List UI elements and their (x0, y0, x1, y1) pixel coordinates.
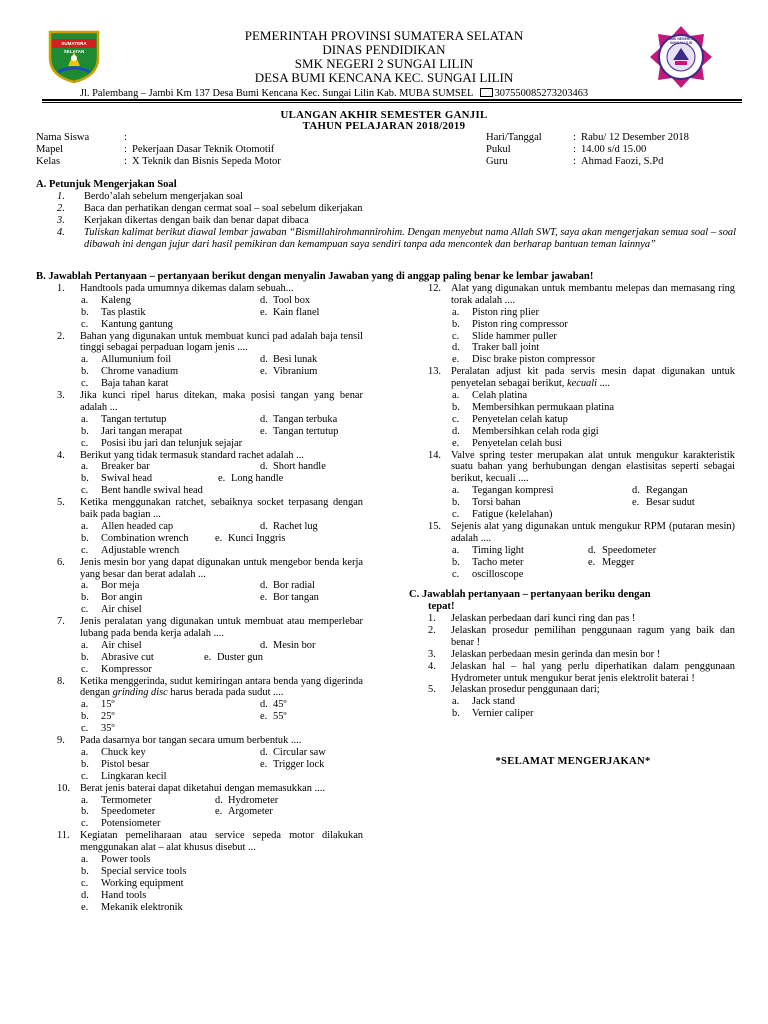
option-e: Disc brake piston compressor (472, 354, 596, 366)
question-text: Ketika menggunakan ratchet, sebaiknya socket terpasang dengan baik pada bagian ... (80, 497, 363, 521)
question-text-emphasis: kecuali (566, 378, 597, 390)
option-e: Megger (602, 556, 635, 568)
exam-title: ULANGAN AKHIR SEMESTER GANJIL (280, 109, 488, 121)
instruction-text: Baca dan perhatikan dengan cermat soal – soal sebelum dikerjakan (84, 202, 363, 214)
question-text: Pada dasarnya bor tangan secara umum berbentuk .... (80, 735, 302, 747)
section-a-title: A. Petunjuk Mengerjakan Soal (36, 179, 177, 190)
info-label: Nama Siswa (36, 132, 90, 143)
option-row: c. Penyetelan celah katup (452, 413, 568, 425)
option-row: c. Adjustable wrench (81, 544, 180, 556)
option-d: Speedometer (602, 544, 657, 556)
option-a: Piston ring plier (472, 306, 539, 318)
instruction-item: 1. Berdo’alah sebelum mengerjakan soal (57, 191, 736, 203)
info-label: Mapel (36, 144, 64, 155)
section-a-list (57, 191, 736, 251)
questions-left-column (57, 283, 363, 913)
option-row: a. 15º d. 45º (81, 699, 287, 711)
question: 5. Ketika menggunakan ratchet, sebaiknya socket terpasang dengan baik pada bagian ... (57, 497, 363, 521)
option-d: Tool box (273, 294, 311, 306)
option-row: c. Slide hammer puller (452, 330, 557, 342)
question-text: Berikut yang tidak termasuk standard rachet adalah ... (80, 449, 304, 461)
question: 15. Sejenis alat yang digunakan untuk mengukur RPM (putaran mesin) adalah .... (428, 520, 735, 544)
option-row: a. Allumunium foil d. Besi lunak (81, 354, 318, 366)
option-e: Mekanik elektronik (101, 901, 183, 913)
sub-item-b: Vernier caliper (472, 708, 534, 720)
option-c: Working equipment (101, 877, 184, 889)
option-row: e. Disc brake piston compressor (452, 354, 596, 366)
question-text: Valve spring tester merupakan alat untuk mengukur karakteristik suatu bahan yang berhubungan dengan elastisitas seperti sebagai berikut, kecuali .... (451, 449, 735, 485)
option-a: Air chisel (101, 639, 142, 651)
option-row: d. Traker ball joint (452, 342, 540, 354)
info-colon: : (124, 132, 127, 143)
info-value: X Teknik dan Bisnis Sepeda Motor (132, 156, 281, 167)
section-c-title-cont: tepat! (428, 601, 455, 612)
option-row: c. oscilloscope (452, 568, 524, 580)
option-row: b. 25º e. 55º (81, 711, 287, 723)
questions-right-column (428, 283, 735, 580)
question-text: Kegiatan pemeliharaan atau service sepeda motor dilakukan menggunakan alat – alat khusus disebut ... (80, 830, 363, 854)
option-e: Kunci Inggris (228, 532, 286, 544)
option-a: Allen headed cap (101, 520, 174, 532)
option-row: c. Kompressor (81, 663, 152, 675)
option-e: Vibranium (273, 366, 318, 378)
question: 2. Bahan yang digunakan untuk membuat kunci pad adalah baja tensil tinggi sebagai perpaduan logam jenis .... (57, 330, 363, 354)
option-row: a. Jack stand (452, 696, 515, 708)
option-e: Trigger lock (273, 758, 325, 770)
option-a: Timing light (472, 544, 524, 556)
instruction-text: Kerjakan dikertas dengan baik dan benar dapat dibaca (84, 214, 309, 226)
option-row: c. Air chisel (81, 604, 142, 616)
info-row (36, 132, 127, 144)
option-b: Jari tangan merapat (101, 425, 183, 437)
info-colon: : (124, 156, 127, 167)
option-row: b. Torsi bahan e. Besar sudut (452, 497, 695, 509)
option-c: Potensiometer (101, 818, 161, 830)
question-text (80, 676, 363, 700)
option-row: b. Jari tangan merapat e. Tangan tertutup (81, 425, 339, 437)
option-c: Penyetelan celah katup (472, 413, 568, 425)
sub-item-a: Jack stand (472, 696, 515, 708)
essay-question: 1. Jelaskan perbedaan dari kunci ring dan pas ! (428, 613, 735, 625)
header-government: PEMERINTAH PROVINSI SUMATERA SELATAN (244, 28, 524, 43)
option-d: Membersihkan celah roda gigi (472, 425, 599, 437)
info-row (486, 132, 726, 144)
option-b: Tas plastik (101, 306, 146, 318)
option-row: b. Tacho meter e. Megger (452, 556, 635, 568)
essay-text: Jelaskan perbedaan mesin gerinda dan mesin bor ! (451, 648, 661, 660)
question-text: Handtools pada umumnya dikemas dalam sebuah... (80, 283, 294, 294)
option-c: oscilloscope (472, 568, 524, 580)
option-b: Tacho meter (472, 556, 524, 568)
option-row: b. Combination wrench e. Kunci Inggris (81, 532, 286, 544)
option-a: Tangan tertutup (101, 413, 167, 425)
essay-question: 4. Jelaskan hal – hal yang perlu diperhatikan dalam penggunaan Hydrometer untuk mengukur berat jenis elektrolit baterai ! (428, 660, 735, 684)
option-c: Fatigue (kelelahan) (472, 509, 553, 521)
info-row (36, 144, 275, 156)
option-c: Baja tahan karat (101, 378, 169, 390)
option-row: a. Kaleng d. Tool box (81, 294, 311, 306)
header-address: Jl. Palembang – Jambi Km 137 Desa Bumi Kencana Kec. Sungai Lilin Kab. MUBA SUMSEL (80, 88, 473, 99)
option-e: Tangan tertutup (273, 425, 339, 437)
option-row: a. Piston ring plier (452, 306, 539, 318)
info-row (486, 156, 726, 168)
option-b: Pistol besar (101, 758, 150, 770)
option-c: Adjustable wrench (101, 544, 180, 556)
question: 11. Kegiatan pemeliharaan atau service sepeda motor dilakukan menggunakan alat – alat khusus disebut ... (57, 830, 363, 854)
instruction-text: Tuliskan kalimat berikut diawal lembar jawaban “Bismillahirohmannirohim. Dengan menyebut nama Allah SWT, saya akan mengerjakan semua soal – soal dibawah ini dengan jujur dari hasil pemikiran dan kemampuan saya sendiri tanpa ada mencontek dan berharap bantuan teman lainnya” (84, 226, 736, 250)
essay-text: Jelaskan prosedur penggunaan dari; (451, 684, 600, 696)
option-row: a. Breaker bar d. Short handle (81, 461, 326, 473)
option-e: Kain flanel (273, 306, 320, 318)
option-row: b. Bor angin e. Bor tangan (81, 592, 319, 604)
option-a: 15º (101, 699, 115, 711)
option-a: Bor meja (101, 580, 140, 592)
option-d: Rachet lug (273, 520, 318, 532)
question: 8. Ketika menggerinda, sudut kemiringan antara benda yang digerinda dengan grinding disc harus berada pada sudut .... (57, 675, 363, 699)
option-row: a. Tegangan kompresi d. Regangan (452, 485, 688, 497)
option-d: Tangan terbuka (273, 413, 338, 425)
exam-year: TAHUN PELAJARAN 2018/2019 (302, 120, 466, 132)
info-label: Pukul (486, 144, 511, 155)
question: 1. Handtools pada umumnya dikemas dalam sebuah... (57, 283, 363, 295)
question-text-part: .... (596, 378, 610, 390)
option-d: Mesin bor (273, 639, 316, 651)
option-row: c. Potensiometer (81, 818, 161, 830)
option-row: a. Allen headed cap d. Rachet lug (81, 520, 318, 532)
question-text: Jenis peralatan yang digunakan untuk membuat atau memperlebar lubang pada benda kerja adalah .... (80, 616, 363, 639)
essay-question: 3. Jelaskan perbedaan mesin gerinda dan mesin bor ! (428, 649, 735, 661)
option-b: Chrome vanadium (101, 366, 179, 378)
question-text-part: Peralatan adjust kit pada servis mesin dapat digunakan untuk penyetelan sebagai berikut, (451, 366, 735, 390)
closing-text: *SELAMAT MENGERJAKAN* (495, 756, 651, 767)
left-logo-caption: SUMATERA SELATAN (61, 41, 87, 54)
info-value: Pekerjaan Dasar Teknik Otomotif (132, 144, 275, 155)
question-text-emphasis: grinding disc (112, 687, 168, 699)
section-c-list (428, 613, 735, 720)
option-row: a. Tangan tertutup d. Tangan terbuka (81, 413, 338, 425)
option-row: b. Abrasive cut e. Duster gun (81, 651, 263, 663)
info-colon: : (124, 144, 127, 155)
header-rule-thick (42, 99, 742, 101)
option-b: Membersihkan permukaan platina (472, 401, 614, 413)
option-a: Kaleng (101, 294, 132, 306)
option-row: d. Hand tools (81, 889, 147, 901)
option-a: Chuck key (101, 746, 146, 758)
option-b: Piston ring compressor (472, 318, 568, 330)
option-b: Combination wrench (101, 532, 189, 544)
option-d: Circular saw (273, 746, 326, 758)
option-row: b. Swival head e. Long handle (81, 473, 284, 485)
option-row: c. Working equipment (81, 877, 184, 889)
info-label: Guru (486, 156, 508, 167)
question-text: Alat yang digunakan untuk membantu melepas dan memasang ring torak adalah .... (451, 283, 735, 306)
option-row: e. Mekanik elektronik (81, 901, 183, 913)
option-row: c. Posisi ibu jari dan telunjuk sejajar (81, 437, 243, 449)
info-value: Ahmad Faozi, S.Pd (581, 156, 664, 167)
option-c: Slide hammer puller (472, 330, 557, 342)
option-row: e. Penyetelan celah busi (452, 437, 563, 449)
option-d: 45º (273, 699, 287, 711)
option-row: b. Speedometer e. Argometer (81, 806, 273, 818)
question-text-part: Ketika menggerinda, sudut kemiringan antara benda yang digerinda dengan (80, 675, 363, 699)
option-a: Power tools (101, 854, 151, 866)
essay-text: Jelaskan prosedur pemilihan penggunaan ragum yang baik dan benar ! (451, 624, 735, 648)
header-agency: DINAS PENDIDIKAN (322, 42, 446, 57)
option-b: Torsi bahan (472, 497, 521, 509)
option-c: Bent handle swival head (101, 485, 203, 497)
option-row: a. Celah platina (452, 390, 528, 402)
option-d: Besi lunak (273, 354, 318, 366)
option-c: Lingkaran kecil (101, 770, 167, 782)
option-a: Tegangan kompresi (472, 485, 554, 497)
right-logo-caption: SMK NEGERI 2 SUNGAI LILIN (668, 37, 694, 45)
question-text: Bahan yang digunakan untuk membuat kunci pad adalah baja tensil tinggi sebagai perpaduan logam jenis .... (80, 330, 363, 354)
essay-text: Jelaskan perbedaan dari kunci ring dan pas ! (451, 613, 636, 624)
option-d: Hydrometer (228, 794, 279, 806)
option-d: Traker ball joint (472, 342, 540, 354)
option-c: Kantung gantung (101, 318, 173, 330)
instruction-item: 4. Tuliskan kalimat berikut diawal lembar jawaban “Bismillahirohmannirohim. Dengan menyebut nama Allah SWT, saya akan mengerjakan semua soal – soal dibawah ini dengan jujur dari hasil pemikiran dan kemampuan saya sendiri tanpa ada mencontek dan berharap bantuan teman lainnya” (57, 226, 736, 250)
envelope-icon (480, 88, 493, 97)
section-b-title: B. Jawablah Pertanyaan – pertanyaan berikut dengan menyalin Jawaban yang di anggap paling benar ke lembar jawaban! (36, 271, 594, 282)
option-row: d. Membersihkan celah roda gigi (452, 425, 599, 437)
info-label: Kelas (36, 156, 61, 167)
option-e: Besar sudut (646, 497, 695, 509)
header-village: DESA BUMI KENCANA KEC. SUNGAI LILIN (254, 70, 514, 85)
info-value: 14.00 s/d 15.00 (581, 144, 647, 155)
option-e: 55º (273, 711, 287, 723)
option-a: Breaker bar (101, 461, 150, 473)
option-row: b. Tas plastik e. Kain flanel (81, 306, 320, 318)
option-d: Bor radial (273, 580, 315, 592)
option-d: Regangan (646, 485, 688, 497)
option-row: c. Lingkaran kecil (81, 770, 167, 782)
option-b: Special service tools (101, 865, 187, 877)
option-row: b. Pistol besar e. Trigger lock (81, 758, 325, 770)
question: 9. Pada dasarnya bor tangan secara umum berbentuk .... (57, 735, 363, 747)
option-c: Posisi ibu jari dan telunjuk sejajar (101, 437, 243, 449)
question: 7. Jenis peralatan yang digunakan untuk membuat atau memperlebar lubang pada benda kerja adalah .... (57, 616, 363, 639)
option-c: Kompressor (101, 663, 152, 675)
question: 6. Jenis mesin bor yang dapat digunakan untuk mengebor benda kerja yang besar dan berat adalah ... (57, 556, 363, 580)
header-rule-thin (42, 102, 742, 103)
section-c-title: C. Jawablah pertanyaan – pertanyaan beriku dengan (409, 589, 651, 600)
option-b: Abrasive cut (101, 651, 154, 663)
essay-question: 2. Jelaskan prosedur pemilihan penggunaan ragum yang baik dan benar ! (428, 624, 735, 648)
header-phone: 307550085273203463 (494, 88, 589, 99)
option-e: Argometer (228, 806, 273, 818)
option-e: Bor tangan (273, 592, 319, 604)
essay-text: Jelaskan hal – hal yang perlu diperhatikan dalam penggunaan Hydrometer untuk mengukur berat jenis elektrolit baterai ! (451, 660, 735, 684)
info-left (36, 132, 281, 168)
option-row: a. Power tools (81, 854, 151, 866)
option-d: Hand tools (101, 889, 147, 901)
info-label: Hari/Tanggal (486, 132, 542, 143)
info-row (36, 156, 281, 168)
option-row: a. Timing light d. Speedometer (452, 544, 657, 556)
option-row: c. Bent handle swival head (81, 485, 203, 497)
info-right (486, 132, 726, 168)
option-c: Air chisel (101, 604, 142, 616)
header-address-line (80, 87, 588, 100)
option-row: c. Baja tahan karat (81, 378, 169, 390)
option-row: c. Kantung gantung (81, 318, 173, 330)
option-row: c. Fatigue (kelelahan) (452, 509, 553, 521)
info-colon: : (573, 144, 576, 155)
option-a: Celah platina (472, 390, 528, 402)
option-row: b. Vernier caliper (452, 708, 534, 720)
option-row: a. Air chisel d. Mesin bor (81, 639, 316, 651)
option-b: Swival head (101, 473, 153, 485)
info-colon: : (573, 156, 576, 167)
essay-question: 5. Jelaskan prosedur penggunaan dari; (428, 684, 735, 696)
instruction-item: 2. Baca dan perhatikan dengan cermat soal – soal sebelum dikerjakan (57, 203, 736, 215)
instruction-item: 3. Kerjakan dikertas dengan baik dan benar dapat dibaca (57, 215, 736, 227)
option-row: b. Piston ring compressor (452, 318, 568, 330)
option-row: a. Chuck key d. Circular saw (81, 746, 326, 758)
question-text (451, 366, 735, 390)
option-a: Allumunium foil (101, 354, 172, 366)
question: 4. Berikut yang tidak termasuk standard rachet adalah ... (57, 450, 363, 462)
instruction-text: Berdo’alah sebelum mengerjakan soal (84, 191, 243, 202)
option-e: Long handle (231, 473, 284, 485)
option-a: Termometer (101, 794, 152, 806)
option-row: c. 35º (81, 723, 115, 735)
question-text: Sejenis alat yang digunakan untuk mengukur RPM (putaran mesin) adalah .... (451, 520, 735, 544)
option-d: Short handle (273, 461, 326, 473)
question-text-part: harus berada pada sudut .... (167, 687, 284, 699)
option-row: b. Chrome vanadium e. Vibranium (81, 366, 318, 378)
option-b: Speedometer (101, 806, 156, 818)
option-e: Duster gun (217, 651, 263, 663)
question-text: Jika kunci ripel harus ditekan, maka posisi tangan yang benar adalah ... (80, 390, 363, 413)
option-row: a. Bor meja d. Bor radial (81, 580, 315, 592)
question: 13. Peralatan adjust kit pada servis mesin dapat digunakan untuk penyetelan sebagai berikut, kecuali .... (428, 366, 735, 390)
question: 10. Berat jenis baterai dapat diketahui dengan memasukkan .... (57, 783, 363, 795)
info-colon: : (573, 132, 576, 143)
option-e: Penyetelan celah busi (472, 437, 563, 449)
question: 3. Jika kunci ripel harus ditekan, maka posisi tangan yang benar adalah ... (57, 390, 363, 413)
option-row: a. Termometer d. Hydrometer (81, 794, 279, 806)
question: 14. Valve spring tester merupakan alat untuk mengukur karakteristik suatu bahan yang berhubungan dengan elastisitas seperti sebagai berikut, kecuali .... (428, 449, 735, 485)
option-b: 25º (101, 711, 115, 723)
option-b: Bor angin (101, 592, 143, 604)
option-row: b. Special service tools (81, 865, 187, 877)
info-row (486, 144, 726, 156)
question: 12. Alat yang digunakan untuk membantu melepas dan memasang ring torak adalah .... (428, 283, 735, 306)
option-c: 35º (101, 723, 115, 735)
header-school: SMK NEGERI 2 SUNGAI LILIN (294, 56, 474, 71)
question-text: Jenis mesin bor yang dapat digunakan untuk mengebor benda kerja yang besar dan berat adalah ... (80, 556, 363, 580)
info-value: Rabu/ 12 Desember 2018 (581, 132, 689, 143)
question-text: Berat jenis baterai dapat diketahui dengan memasukkan .... (80, 782, 325, 794)
option-row: b. Membersihkan permukaan platina (452, 401, 614, 413)
